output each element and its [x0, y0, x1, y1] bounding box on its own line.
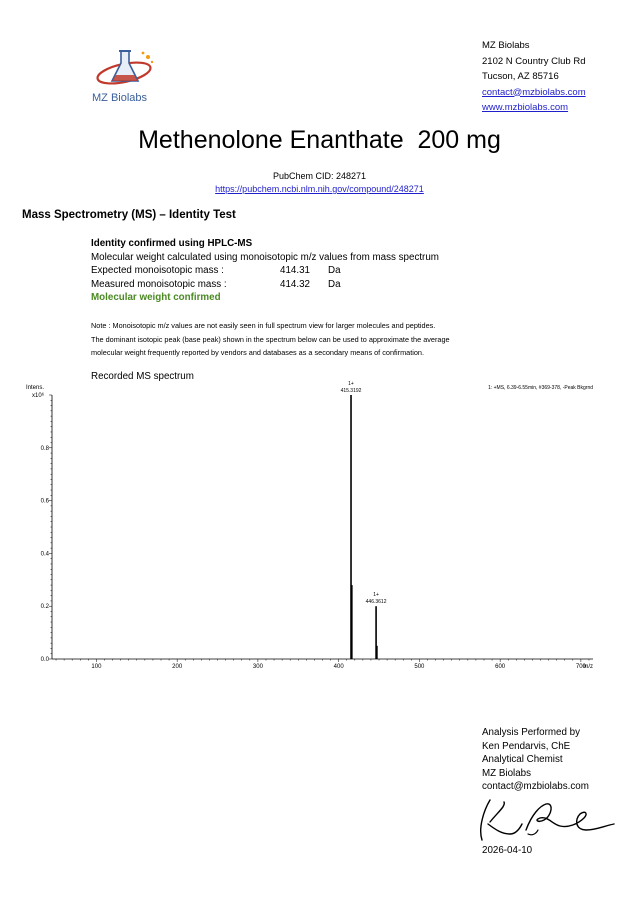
identity-method: Molecular weight calculated using monoisotopic m/z values from mass spectrum: [91, 251, 439, 263]
expected-mass-value: 414.31: [280, 265, 310, 276]
document-title: Methenolone Enanthate 200 mg: [138, 126, 501, 154]
y-axis-label: Intens.: [26, 385, 45, 391]
logo-text: MZ Biolabs: [92, 92, 148, 104]
y-tick-label: 0.6: [40, 498, 49, 505]
x-tick-label: 500: [414, 664, 425, 670]
signature-block: [482, 726, 589, 794]
y-tick-label: 0.4: [40, 551, 49, 558]
ms-spectrum-chart: [22, 381, 597, 673]
measured-mass-label: Measured monoisotopic mass :: [91, 278, 227, 290]
company-name: MZ Biolabs: [482, 40, 530, 51]
analyst-name: Ken Pendarvis, ChE: [482, 740, 571, 752]
identity-heading: Identity confirmed using HPLC-MS: [91, 238, 253, 249]
pubchem-info: [0, 170, 639, 196]
measured-mass-unit: Da: [328, 278, 341, 290]
measured-mass-row: [91, 278, 439, 292]
note-line-2: The dominant isotopic peak (base peak) shown in the spectrum below can be used to approximate the average: [91, 334, 450, 344]
note-line-3: molecular weight frequently reported by vendors and databases as a secondary means of confirmation.: [91, 348, 425, 357]
analyst-company: MZ Biolabs: [482, 767, 531, 779]
x-tick-label: 200: [172, 664, 183, 670]
note-line-1: Note : Monoisotopic m/z values are not easily seen in full spectrum view for larger molecules and peptides.: [91, 321, 436, 330]
spectrum-label: Recorded MS spectrum: [91, 371, 194, 382]
company-website-link[interactable]: www.mzbiolabs.com: [482, 102, 569, 113]
company-city: Tucson, AZ 85716: [482, 71, 559, 82]
analysis-date: 2026-04-10: [482, 845, 533, 856]
confirmation-text: Molecular weight confirmed: [91, 292, 221, 303]
expected-mass-row: [91, 264, 439, 278]
analysis-performed-by: Analysis Performed by: [482, 727, 581, 738]
analyst-email: contact@mzbiolabs.com: [482, 781, 589, 792]
expected-mass-label: Expected monoisotopic mass :: [91, 265, 224, 276]
company-street: 2102 N Country Club Rd: [482, 55, 586, 67]
y-axis-scale: x10⁶: [32, 393, 45, 399]
y-tick-label: 0.0: [40, 657, 49, 663]
company-email-link[interactable]: contact@mzbiolabs.com: [482, 86, 586, 98]
x-tick-label: 600: [495, 664, 506, 670]
x-tick-label: 300: [252, 664, 263, 670]
analyst-title: Analytical Chemist: [482, 754, 563, 765]
y-tick-label: 0.2: [40, 604, 49, 611]
x-tick-label: 400: [333, 664, 344, 670]
expected-mass-unit: Da: [328, 265, 341, 276]
handwritten-signature: [468, 794, 618, 846]
x-tick-label: 100: [91, 664, 102, 670]
measured-mass-value: 414.32: [280, 278, 310, 290]
pubchem-cid: PubChem CID: 248271: [272, 171, 367, 181]
company-address: [482, 38, 586, 116]
peak-mz-label: 415.3192: [340, 388, 362, 394]
peak-charge-label: 1+: [348, 381, 354, 387]
y-tick-label: 0.8: [40, 445, 49, 452]
peak-mz-label: 446.3612: [365, 599, 387, 606]
note-block: [91, 319, 450, 360]
spectrum-header: 1: +MS, 6.39-6.55min, #369-378, -Peak Bkgrnd: [488, 385, 593, 391]
pubchem-link[interactable]: https://pubchem.ncbi.nlm.nih.gov/compound/248271: [215, 184, 424, 194]
x-axis-unit: m/z: [583, 664, 593, 670]
section-title: Mass Spectrometry (MS) – Identity Test: [22, 209, 236, 221]
identity-block: [91, 237, 439, 305]
peak-charge-label: 1+: [373, 592, 379, 599]
x-tick-label: 700: [575, 664, 586, 670]
